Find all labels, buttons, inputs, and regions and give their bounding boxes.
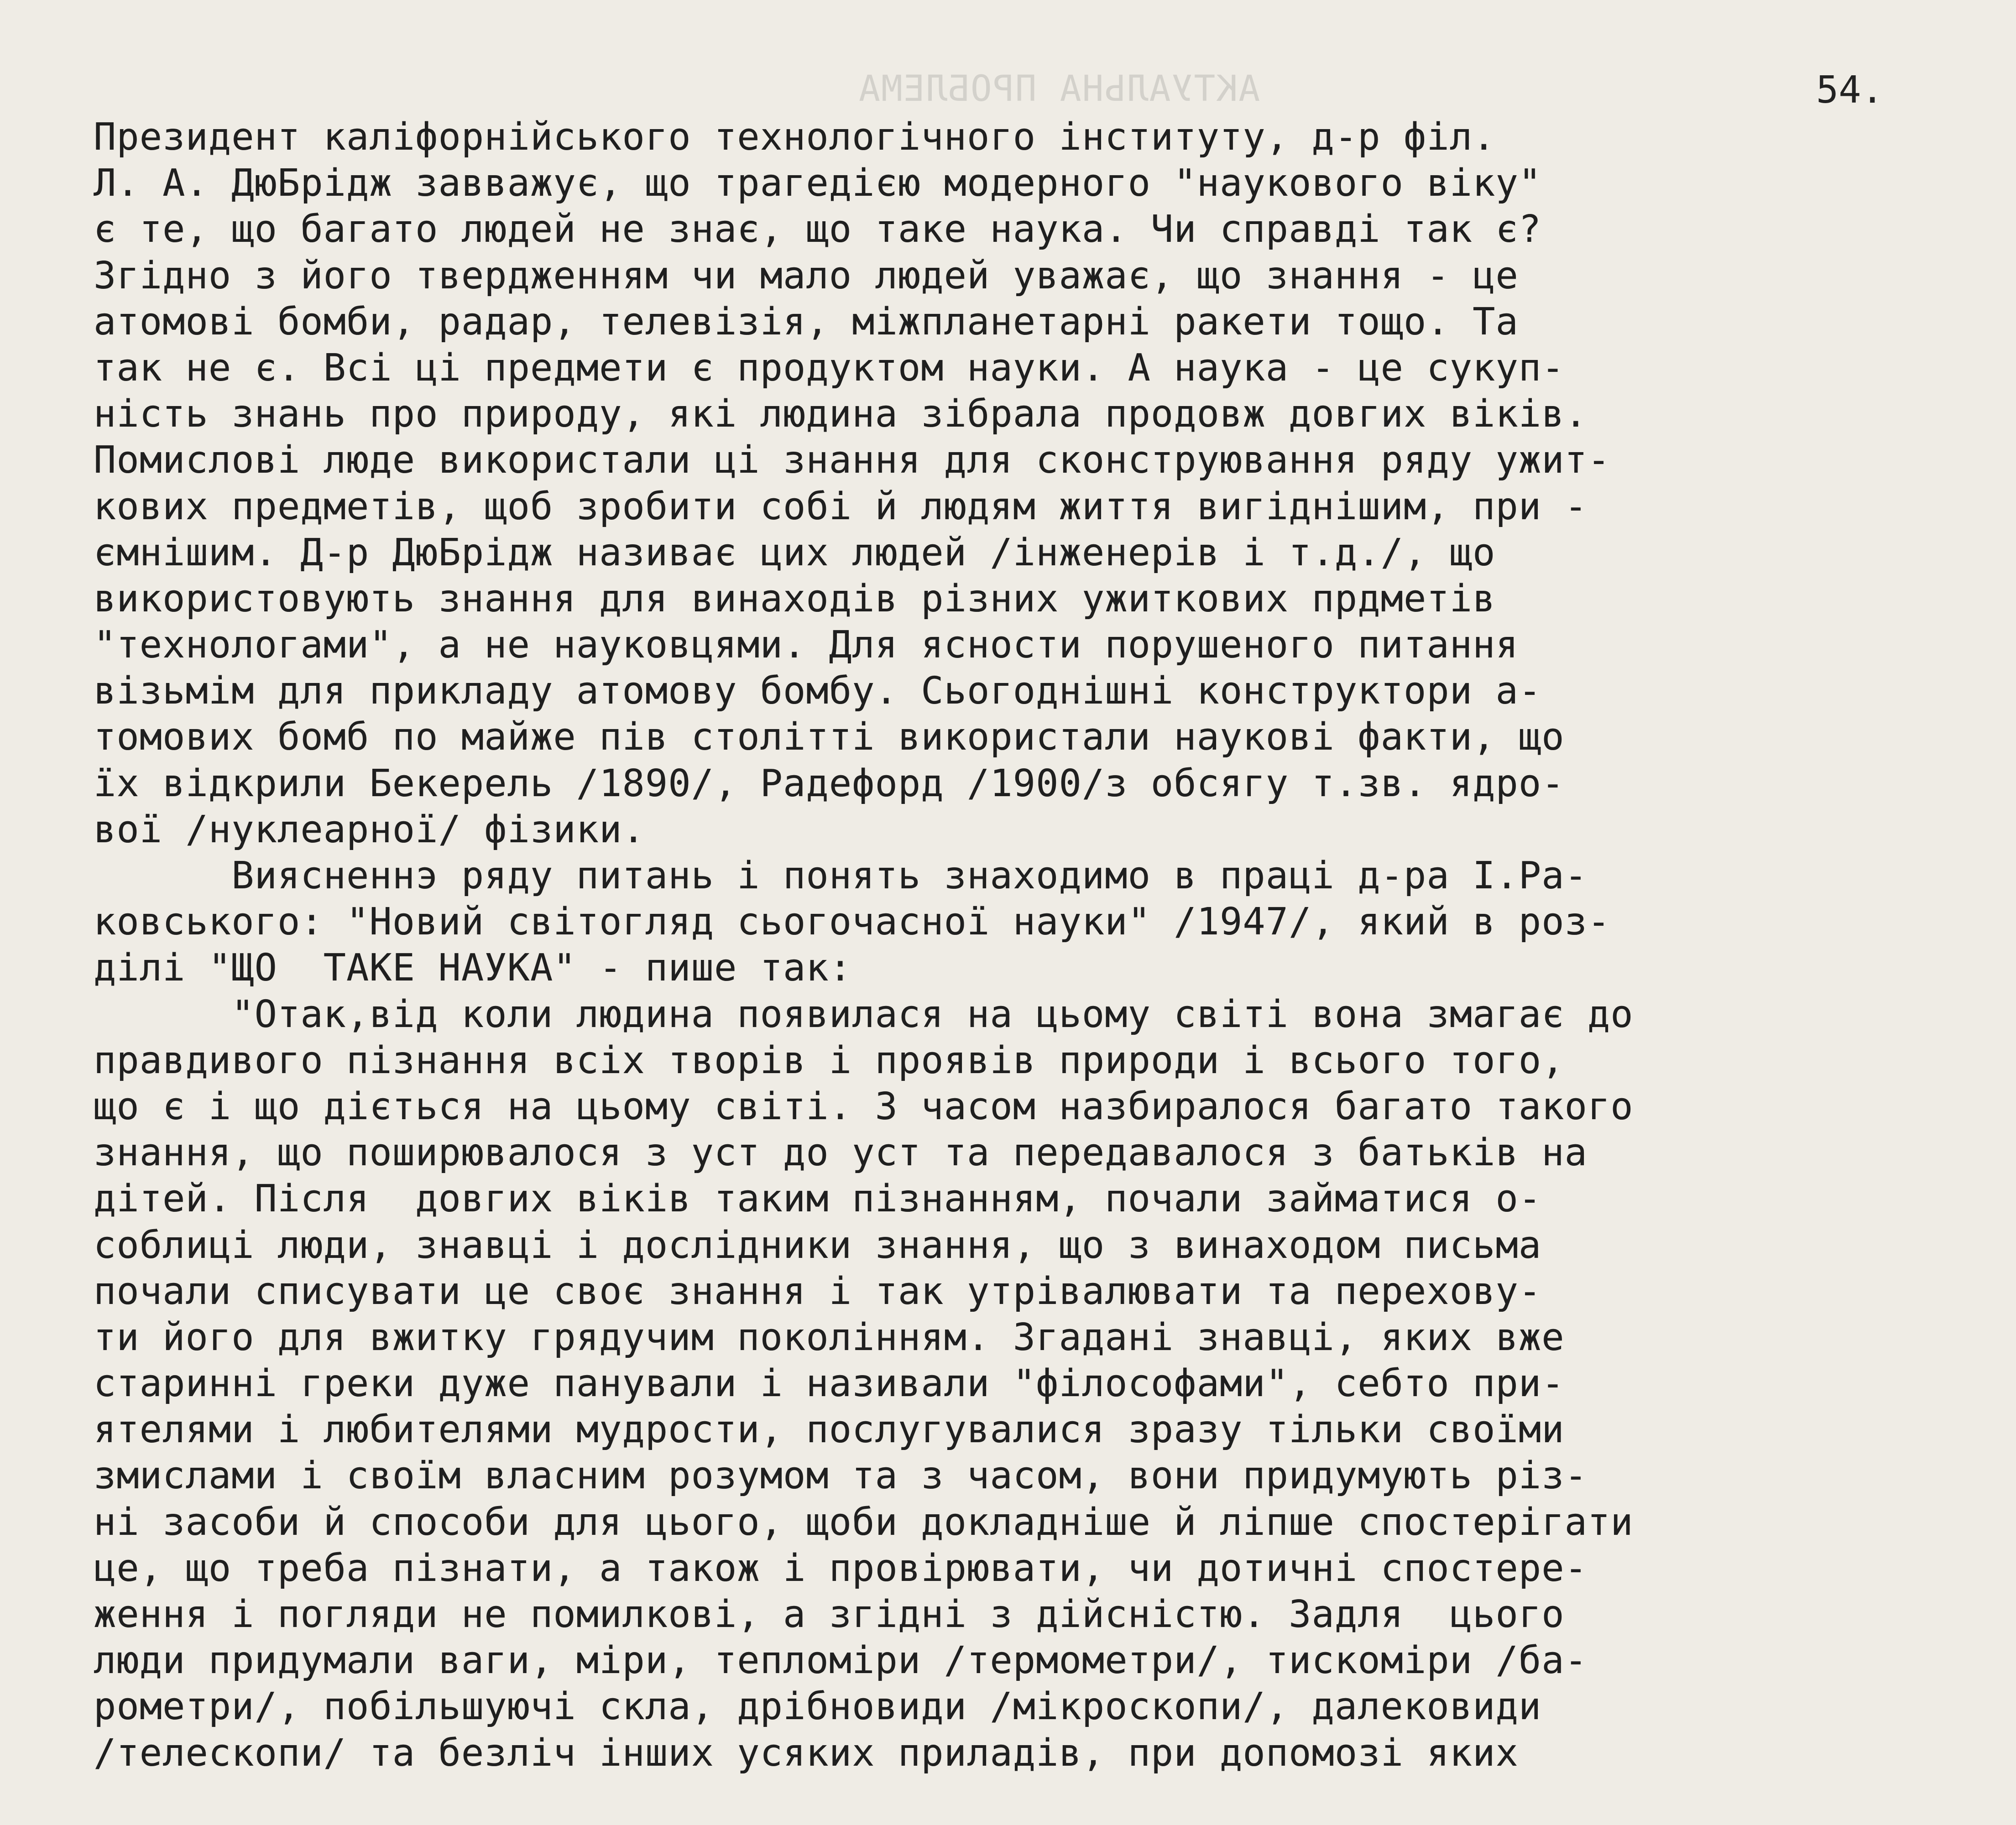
text-line: знання, що поширювалося з уст до уст та передавалося з батьків на bbox=[94, 1131, 1588, 1175]
text-line: "технологами", а не науковцями. Для ясности порушеного питання bbox=[94, 623, 1519, 667]
text-line: старинні греки дуже панували і називали "філософами", себто при- bbox=[94, 1362, 1565, 1406]
text-line: ти його для вжитку грядучим поколінням. Згадані знавці, яких вже bbox=[94, 1315, 1565, 1359]
text-line: соблиці люди, знавці і дослідники знання, що з винаходом письма bbox=[94, 1223, 1542, 1267]
text-line: Помислові люде використали ці знання для сконструювання ряду ужит- bbox=[94, 438, 1611, 482]
text-line: ковського: "Новий світогляд сьогочасної науки" /1947/, який в роз- bbox=[94, 900, 1611, 944]
text-line: люди придумали ваги, міри, тепломіри /термометри/, тискоміри /ба- bbox=[94, 1639, 1588, 1683]
text-line: ятелями і любителями мудрости, послугувалися зразу тільки своїми bbox=[94, 1408, 1565, 1452]
text-line: кових предметів, щоб зробити собі й людям життя вигіднішим, при - bbox=[94, 485, 1588, 528]
text-line: використовують знання для винаходів різних ужиткових прдметів bbox=[94, 577, 1496, 620]
text-line: /телескопи/ та безліч інших усяких приладів, при допомозі яких bbox=[94, 1731, 1519, 1775]
text-line: змислами і своїм власним розумом та з часом, вони придумують різ- bbox=[94, 1454, 1588, 1498]
text-line: ділі "ЩО ТАКЕ НАУКА" - пише так: bbox=[94, 946, 852, 990]
text-line: це, що треба пізнати, а також і провірювати, чи дотичні спостере- bbox=[94, 1546, 1588, 1590]
bleed-through-heading: АКТУАЛЬНА ПРОБЛЕМА bbox=[858, 68, 1260, 110]
text-line: їх відкрили Бекерель /1890/, Радефорд /1900/з обсягу т.зв. ядро- bbox=[94, 761, 1565, 805]
text-line: томових бомб по майже пів столітті використали наукові факти, що bbox=[94, 715, 1565, 759]
text-line: ження і погляди не помилкові, а згідні з дійсністю. Задля цього bbox=[94, 1593, 1565, 1636]
text-line: атомові бомби, радар, телевізія, міжпланетарні ракети тощо. Та bbox=[94, 300, 1519, 344]
text-line: так не є. Всі ці предмети є продуктом науки. А наука - це сукуп- bbox=[94, 346, 1565, 390]
text-line: Виясненнэ ряду питань і понять знаходимо в праці д-ра І.Ра- bbox=[94, 854, 1588, 897]
text-line: є те, що багато людей не знає, що таке наука. Чи справді так є? bbox=[94, 208, 1542, 251]
text-line: "Отак,від коли людина появилася на цьому світі вона змагає до bbox=[94, 992, 1634, 1036]
text-line: що є і що діється на цьому світі. З часом назбиралося багато такого bbox=[94, 1085, 1634, 1128]
text-line: правдивого пізнання всіх творів і проявів природи і всього того, bbox=[94, 1038, 1565, 1082]
page-number: 54. bbox=[1816, 68, 1884, 112]
text-line: ні засоби й способи для цього, щоби докладніше й ліпше спостерігати bbox=[94, 1500, 1634, 1544]
typewritten-text-block bbox=[94, 114, 1946, 1779]
text-line: почали списувати це своє знання і так утрівалювати та перехову- bbox=[94, 1269, 1542, 1313]
text-line: ність знань про природу, які людина зібрала продовж довгих віків. bbox=[94, 392, 1588, 436]
text-line: Згідно з його твердженням чи мало людей уважає, що знання - це bbox=[94, 254, 1519, 297]
text-line: Президент каліфорнійського технологічного інституту, д-р філ. bbox=[94, 115, 1496, 159]
text-line: вої /нуклеарної/ фізики. bbox=[94, 808, 645, 851]
text-line: рометри/, побільшуючі скла, дрібновиди /мікроскопи/, далековиди bbox=[94, 1685, 1542, 1729]
text-line: дітей. Після довгих віків таким пізнанням, почали займатися о- bbox=[94, 1177, 1542, 1221]
text-line: Л. А. ДюБрідж завважує, що трагедією модерного "наукового віку" bbox=[94, 162, 1542, 205]
text-line: візьмім для прикладу атомову бомбу. Сьогоднішні конструктори а- bbox=[94, 669, 1542, 713]
text-line: ємнішим. Д-р ДюБрідж називає цих людей /інженерів і т.д./, що bbox=[94, 531, 1496, 574]
